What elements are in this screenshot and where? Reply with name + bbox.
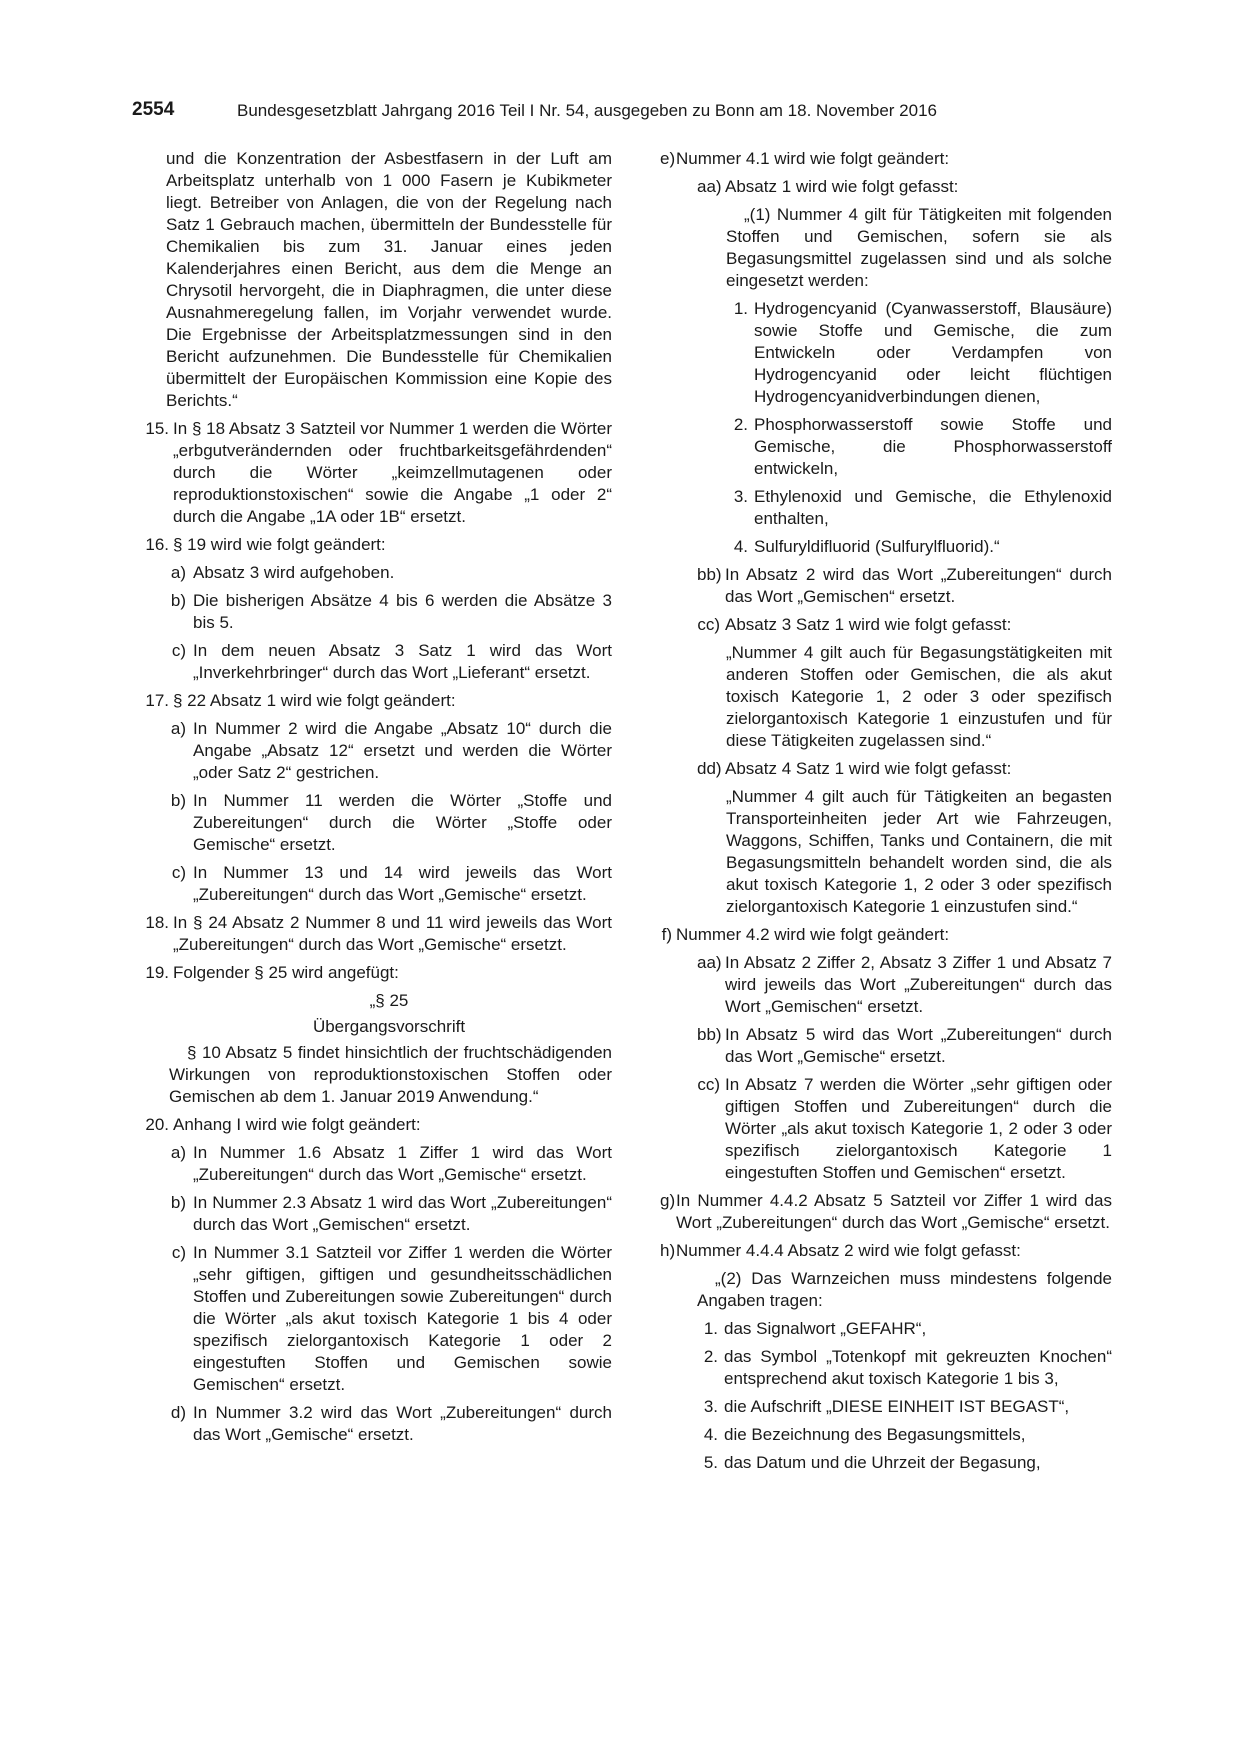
item-label: dd): [697, 759, 722, 778]
item-label: 3.: [703, 1397, 718, 1416]
item-text: In Absatz 2 Ziffer 2, Absatz 3 Ziffer 1 und Absatz 7 wird jeweils das Wort „Zubereitungen“ durch das Wort „Gemischen“ ersetzt.: [725, 953, 1112, 1016]
item-label: 4.: [733, 537, 748, 556]
item-g: [660, 1190, 1112, 1234]
item-text: Absatz 3 wird aufgehoben.: [193, 563, 395, 582]
item-text: § 22 Absatz 1 wird wie folgt geändert:: [173, 691, 456, 710]
item-label: a): [170, 563, 186, 582]
item-text: das Datum und die Uhrzeit der Begasung,: [724, 1453, 1041, 1472]
item-text: die Aufschrift „DIESE EINHEIT IST BEGAST“,: [724, 1397, 1070, 1416]
item-label: b): [170, 591, 186, 610]
item-f: [660, 924, 1112, 946]
item-label: 4.: [703, 1425, 718, 1444]
item-text: Sulfuryldifluorid (Sulfurylfluorid).“: [754, 537, 1000, 556]
item-label: 19.: [145, 963, 169, 982]
item-label: cc): [697, 615, 720, 634]
item-label: 2.: [733, 415, 748, 434]
item-label: bb): [697, 565, 722, 584]
item-label: c): [171, 641, 186, 660]
item-17b: [168, 790, 612, 856]
item-label: cc): [697, 1075, 720, 1094]
item-f-bb: [697, 1024, 1112, 1068]
item-label: a): [170, 1143, 186, 1162]
left-column: [132, 148, 612, 1452]
item-text: In Nummer 3.2 wird das Wort „Zubereitungen“ durch das Wort „Gemische“ ersetzt.: [193, 1403, 612, 1444]
quote-text: „(2) Das Warnzeichen muss mindestens folgende Angaben tragen:: [697, 1269, 1112, 1310]
item-e-aa: [697, 176, 1112, 198]
item-19: [132, 962, 612, 984]
section-number: „§ 25: [369, 991, 409, 1010]
item-text: Nummer 4.1 wird wie folgt geändert:: [676, 149, 950, 168]
item-label: aa): [697, 953, 722, 972]
item-label: c): [171, 1243, 186, 1262]
item-label: 20.: [145, 1115, 169, 1134]
item-label: d): [170, 1403, 186, 1422]
item-label: f): [661, 925, 672, 944]
item-16c: [168, 640, 612, 684]
numbered-item: [726, 298, 1112, 408]
item-16: [132, 534, 612, 556]
numbered-item: [696, 1452, 1112, 1474]
item-text: die Bezeichnung des Begasungsmittels,: [724, 1425, 1026, 1444]
item-label: h): [660, 1241, 676, 1260]
item-text: Absatz 4 Satz 1 wird wie folgt gefasst:: [725, 759, 1012, 778]
item-17a: [168, 718, 612, 784]
item-17: [132, 690, 612, 712]
item-label: 18.: [145, 913, 169, 932]
item-20c: [168, 1242, 612, 1396]
numbered-item: [696, 1318, 1112, 1340]
item-f-cc: [697, 1074, 1112, 1184]
item-15: [132, 418, 612, 528]
item-label: 1.: [703, 1319, 718, 1338]
item-text: Absatz 3 Satz 1 wird wie folgt gefasst:: [725, 615, 1012, 634]
item-text: Anhang I wird wie folgt geändert:: [173, 1115, 421, 1134]
numbered-item: [726, 536, 1112, 558]
item-18: [132, 912, 612, 956]
item-label: b): [170, 1193, 186, 1212]
item-text: In dem neuen Absatz 3 Satz 1 wird das Wort „Inverkehrbringer“ durch das Wort „Lieferant“ ersetzt.: [193, 641, 612, 682]
item-17c: [168, 862, 612, 906]
quote-text: „Nummer 4 gilt auch für Begasungstätigkeiten mit anderen Stoffen oder Gemischen, die als akut toxisch Kategorie 1, 2 oder 3 oder spezifisch zielorgantoxisch Kategorie 1 einzustufen und für diese Tätigkeiten zugelassen sind.“: [726, 643, 1112, 750]
numbered-item: [726, 486, 1112, 530]
item-text: In Absatz 5 wird das Wort „Zubereitungen“ durch das Wort „Gemische“ ersetzt.: [725, 1025, 1112, 1066]
quote-text: „(1) Nummer 4 gilt für Tätigkeiten mit folgenden Stoffen und Gemischen, sofern sie als Begasungsmittel zugelassen sind und als solche eingesetzt werden:: [726, 205, 1112, 290]
item-text: Nummer 4.4.4 Absatz 2 wird wie folgt gefasst:: [676, 1241, 1021, 1260]
numbered-item: [696, 1424, 1112, 1446]
item-text: Nummer 4.2 wird wie folgt geändert:: [676, 925, 950, 944]
item-text: In Nummer 13 und 14 wird jeweils das Wort „Zubereitungen“ durch das Wort „Gemische“ ersetzt.: [193, 863, 612, 904]
item-label: 15.: [145, 419, 169, 438]
quote-text: „Nummer 4 gilt auch für Tätigkeiten an begasten Transporteinheiten jeder Art wie Fahrzeugen, Waggons, Schiffen, Tanks und Containern, die mit Begasungsmitteln behandelt worden sind, die als akut toxisch Kategorie 1, 2 oder 3 oder spezifisch zielorgantoxisch Kategorie 1 einzustufen sind.“: [726, 787, 1112, 916]
right-column: [660, 148, 1112, 1480]
intro-paragraph: und die Konzentration der Asbestfasern in der Luft am Arbeitsplatz unterhalb von 1 000 Fasern je Kubikmeter liegt. Betreiber von Anlagen, die von der Regelung nach Satz 1 Gebrauch machen, übermitteln der Bundesstelle für Chemikalien bis zum 31. Januar eines jeden Kalenderjahres einen Bericht, aus dem die Menge an Chrysotil hervorgeht, die in Diaphragmen, die unter diese Ausnahmeregelung fallen, im Vorjahr verwendet wurde. Die Ergebnisse der Arbeitsplatzmessungen sind in den Bericht aufzunehmen. Die Bundesstelle für Chemikalien übermittelt der Europäischen Kommission eine Kopie des Berichts.“: [166, 149, 612, 410]
item-text: Hydrogencyanid (Cyanwasserstoff, Blausäure) sowie Stoffe und Gemische, die zum Entwickeln oder Verdampfen von Hydrogencyanid oder leicht flüchtigen Hydrogencyanidverbindungen dienen,: [754, 299, 1112, 406]
item-text: Phosphorwasserstoff sowie Stoffe und Gemische, die Phosphorwasserstoff entwickeln,: [754, 415, 1112, 478]
item-text: Absatz 1 wird wie folgt gefasst:: [725, 177, 959, 196]
item-text: das Symbol „Totenkopf mit gekreuzten Knochen“ entsprechend akut toxisch Kategorie 1 bis 3,: [724, 1347, 1112, 1388]
item-e-dd: [697, 758, 1112, 780]
item-e-cc: [697, 614, 1112, 636]
item-16b: [168, 590, 612, 634]
item-label: a): [170, 719, 186, 738]
item-text: § 19 wird wie folgt geändert:: [173, 535, 386, 554]
item-label: bb): [697, 1025, 722, 1044]
item-text: In Nummer 4.4.2 Absatz 5 Satzteil vor Ziffer 1 wird das Wort „Zubereitungen“ durch das Wort „Gemische“ ersetzt.: [676, 1191, 1112, 1232]
item-text: Folgender § 25 wird angefügt:: [173, 963, 399, 982]
item-text: In Nummer 2.3 Absatz 1 wird das Wort „Zubereitungen“ durch das Wort „Gemischen“ ersetzt.: [193, 1193, 612, 1234]
item-e: [660, 148, 1112, 170]
item-label: aa): [697, 177, 722, 196]
item-label: c): [171, 863, 186, 882]
item-text: das Signalwort „GEFAHR“,: [724, 1319, 927, 1338]
item-text: In Nummer 3.1 Satzteil vor Ziffer 1 werden die Wörter „sehr giftigen, giftigen und gesundheitsschädlichen Stoffen und Zubereitungen sowie Zubereitungen“ durch die Wörter „als akut toxisch Kategorie 1 bis 4 oder spezifisch zielorgantoxisch Kategorie 1 oder 2 eingestuften Stoffen und Gemischen sowie Gemischen“ ersetzt.: [193, 1243, 612, 1394]
numbered-item: [696, 1396, 1112, 1418]
item-e-bb: [697, 564, 1112, 608]
item-h: [660, 1240, 1112, 1262]
item-label: g): [660, 1191, 676, 1210]
item-text: In Nummer 11 werden die Wörter „Stoffe und Zubereitungen“ durch die Wörter „Stoffe oder Gemische“ ersetzt.: [193, 791, 612, 854]
item-f-aa: [697, 952, 1112, 1018]
item-label: e): [660, 149, 676, 168]
header-title: Bundesgesetzblatt Jahrgang 2016 Teil I Nr. 54, ausgegeben zu Bonn am 18. November 2016: [237, 101, 937, 120]
item-label: 3.: [733, 487, 748, 506]
item-20d: [168, 1402, 612, 1446]
item-text: Die bisherigen Absätze 4 bis 6 werden die Absätze 3 bis 5.: [193, 591, 612, 632]
section-heading: Übergangsvorschrift: [312, 1017, 466, 1036]
item-16a: [168, 562, 612, 584]
item-label: 17.: [145, 691, 169, 710]
numbered-item: [696, 1346, 1112, 1390]
item-text: Ethylenoxid und Gemische, die Ethylenoxid enthalten,: [754, 487, 1112, 528]
item-text: In § 24 Absatz 2 Nummer 8 und 11 wird jeweils das Wort „Zubereitungen“ durch das Wort „Gemische“ ersetzt.: [173, 913, 612, 954]
item-text: In Nummer 2 wird die Angabe „Absatz 10“ durch die Angabe „Absatz 12“ ersetzt und werden die Wörter „oder Satz 2“ gestrichen.: [193, 719, 612, 782]
item-20b: [168, 1192, 612, 1236]
item-label: b): [170, 791, 186, 810]
item-label: 16.: [145, 535, 169, 554]
section-text: § 10 Absatz 5 findet hinsichtlich der fruchtschädigenden Wirkungen von reproduktionstoxischen Stoffen oder Gemischen ab dem 1. Januar 2019 Anwendung.“: [169, 1043, 612, 1106]
page-number: 2554: [132, 99, 175, 120]
item-text: In Absatz 2 wird das Wort „Zubereitungen“ durch das Wort „Gemischen“ ersetzt.: [725, 565, 1112, 606]
item-label: 5.: [703, 1453, 718, 1472]
item-text: In § 18 Absatz 3 Satzteil vor Nummer 1 werden die Wörter „erbgutverändernden oder fruchtbarkeitsgefährdenden“ durch die Wörter „keimzellmutagenen oder reproduktionstoxischen“ sowie die Angabe „1 oder 2“ durch die Angabe „1A oder 1B“ ersetzt.: [173, 419, 612, 526]
item-text: In Nummer 1.6 Absatz 1 Ziffer 1 wird das Wort „Zubereitungen“ durch das Wort „Gemische“ ersetzt.: [193, 1143, 612, 1184]
item-20: [132, 1114, 612, 1136]
numbered-item: [726, 414, 1112, 480]
item-label: 1.: [733, 299, 748, 318]
item-label: 2.: [703, 1347, 718, 1366]
item-text: In Absatz 7 werden die Wörter „sehr giftigen oder giftigen Stoffen und Zubereitungen“ durch die Wörter „als akut toxisch Kategorie 1, 2 oder 3 oder spezifisch zielorgantoxisch Kategorie 1 eingestuften Stoffen und Gemischen“ ersetzt.: [725, 1075, 1112, 1182]
item-20a: [168, 1142, 612, 1186]
